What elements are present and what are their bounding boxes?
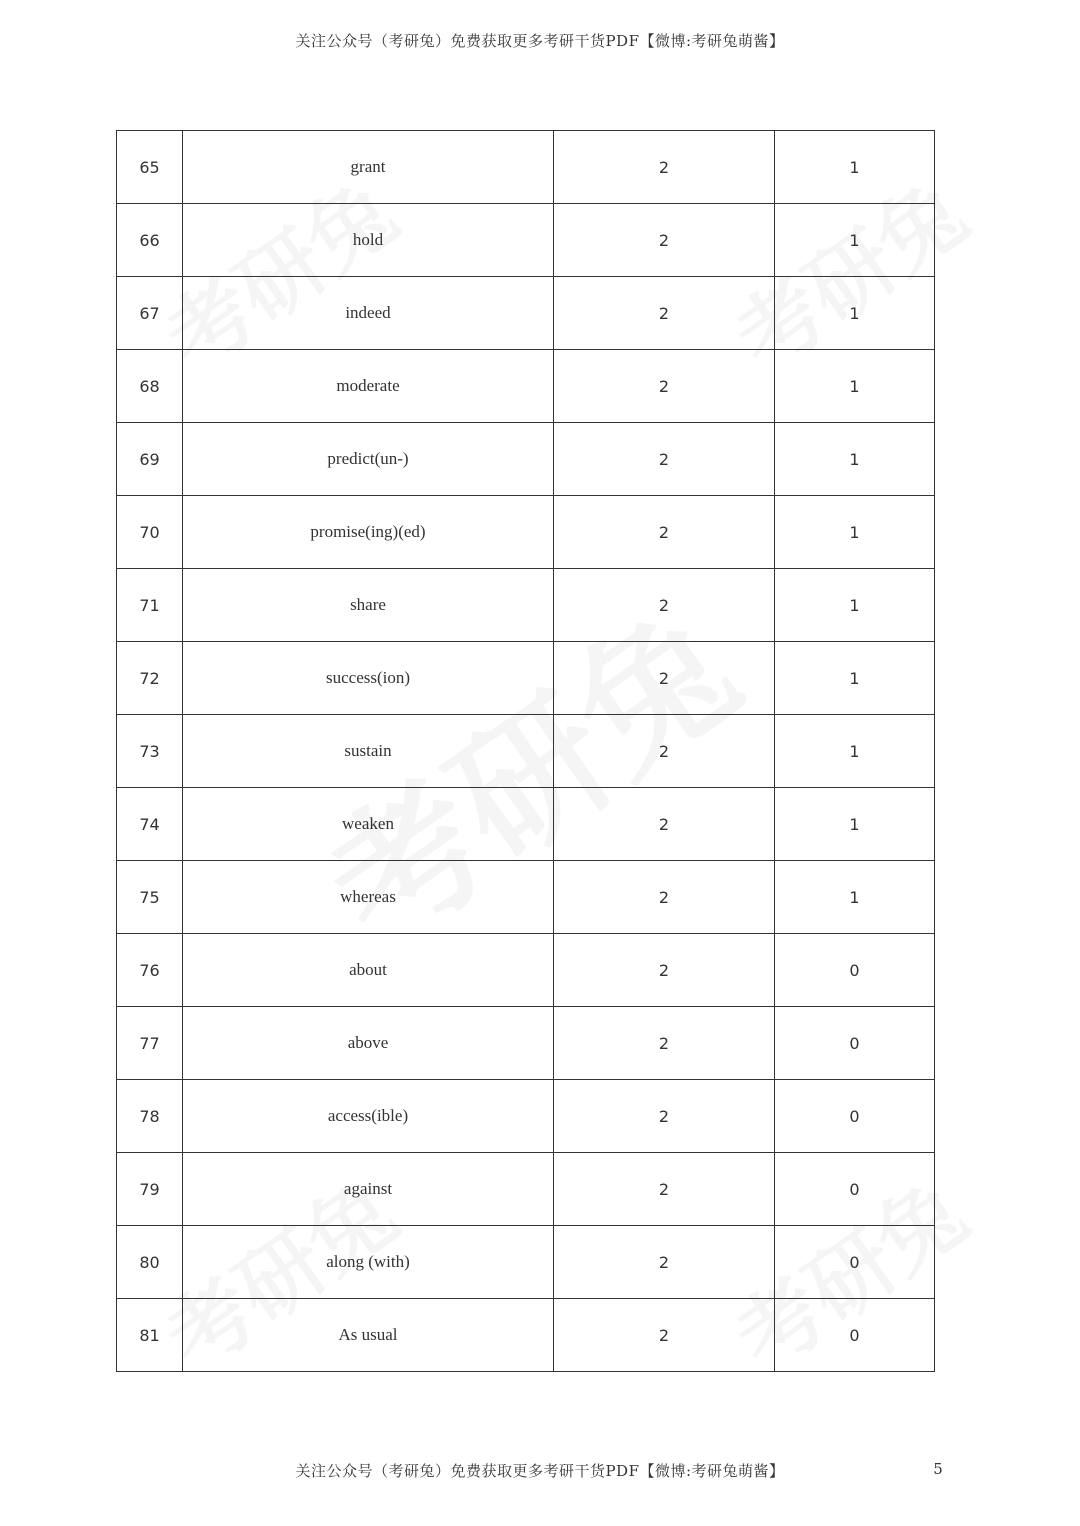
row-number-cell: 76 <box>117 934 183 1007</box>
table-row <box>117 1007 935 1080</box>
table-row <box>117 131 935 204</box>
count-cell: 1 <box>775 861 935 934</box>
frequency-cell: 2 <box>554 642 775 715</box>
word-cell: predict(un-) <box>183 423 554 496</box>
table-row <box>117 788 935 861</box>
word-cell: sustain <box>183 715 554 788</box>
table-row <box>117 496 935 569</box>
word-cell: against <box>183 1153 554 1226</box>
count-cell: 0 <box>775 1080 935 1153</box>
frequency-cell: 2 <box>554 569 775 642</box>
word-cell: weaken <box>183 788 554 861</box>
frequency-cell: 2 <box>554 788 775 861</box>
table-row <box>117 1153 935 1226</box>
table-row <box>117 1080 935 1153</box>
vocabulary-table <box>116 130 935 1372</box>
table-row <box>117 715 935 788</box>
frequency-cell: 2 <box>554 204 775 277</box>
page-footer: 关注公众号（考研兔）免费获取更多考研干货PDF【微博:考研兔萌酱】 <box>295 1462 785 1480</box>
word-cell: promise(ing)(ed) <box>183 496 554 569</box>
row-number-cell: 68 <box>117 350 183 423</box>
table-row <box>117 1226 935 1299</box>
count-cell: 0 <box>775 1153 935 1226</box>
row-number-cell: 69 <box>117 423 183 496</box>
count-cell: 1 <box>775 496 935 569</box>
frequency-cell: 2 <box>554 131 775 204</box>
row-number-cell: 77 <box>117 1007 183 1080</box>
count-cell: 0 <box>775 1007 935 1080</box>
table-row <box>117 861 935 934</box>
count-cell: 0 <box>775 1299 935 1372</box>
word-cell: access(ible) <box>183 1080 554 1153</box>
frequency-cell: 2 <box>554 496 775 569</box>
word-cell: whereas <box>183 861 554 934</box>
word-cell: above <box>183 1007 554 1080</box>
word-cell: about <box>183 934 554 1007</box>
table-row <box>117 350 935 423</box>
row-number-cell: 65 <box>117 131 183 204</box>
word-cell: hold <box>183 204 554 277</box>
frequency-cell: 2 <box>554 715 775 788</box>
table-row <box>117 934 935 1007</box>
count-cell: 1 <box>775 642 935 715</box>
word-cell: As usual <box>183 1299 554 1372</box>
count-cell: 1 <box>775 350 935 423</box>
row-number-cell: 70 <box>117 496 183 569</box>
frequency-cell: 2 <box>554 1299 775 1372</box>
row-number-cell: 79 <box>117 1153 183 1226</box>
count-cell: 0 <box>775 1226 935 1299</box>
table-row <box>117 569 935 642</box>
frequency-cell: 2 <box>554 861 775 934</box>
table-row <box>117 423 935 496</box>
row-number-cell: 67 <box>117 277 183 350</box>
frequency-cell: 2 <box>554 1153 775 1226</box>
count-cell: 1 <box>775 277 935 350</box>
word-cell: moderate <box>183 350 554 423</box>
table-body <box>117 131 935 1372</box>
word-cell: along (with) <box>183 1226 554 1299</box>
row-number-cell: 81 <box>117 1299 183 1372</box>
count-cell: 1 <box>775 715 935 788</box>
frequency-cell: 2 <box>554 1226 775 1299</box>
row-number-cell: 78 <box>117 1080 183 1153</box>
count-cell: 1 <box>775 131 935 204</box>
count-cell: 0 <box>775 934 935 1007</box>
frequency-cell: 2 <box>554 423 775 496</box>
table-row <box>117 204 935 277</box>
row-number-cell: 80 <box>117 1226 183 1299</box>
word-cell: indeed <box>183 277 554 350</box>
count-cell: 1 <box>775 204 935 277</box>
count-cell: 1 <box>775 423 935 496</box>
row-number-cell: 72 <box>117 642 183 715</box>
count-cell: 1 <box>775 569 935 642</box>
word-cell: share <box>183 569 554 642</box>
word-cell: grant <box>183 131 554 204</box>
page-header: 关注公众号（考研兔）免费获取更多考研干货PDF【微博:考研兔萌酱】 <box>295 32 785 50</box>
page-number: 5 <box>933 1460 943 1478</box>
table-row <box>117 277 935 350</box>
table-row <box>117 642 935 715</box>
count-cell: 1 <box>775 788 935 861</box>
frequency-cell: 2 <box>554 350 775 423</box>
frequency-cell: 2 <box>554 1080 775 1153</box>
frequency-cell: 2 <box>554 1007 775 1080</box>
row-number-cell: 71 <box>117 569 183 642</box>
row-number-cell: 73 <box>117 715 183 788</box>
row-number-cell: 74 <box>117 788 183 861</box>
frequency-cell: 2 <box>554 934 775 1007</box>
row-number-cell: 75 <box>117 861 183 934</box>
frequency-cell: 2 <box>554 277 775 350</box>
table-row <box>117 1299 935 1372</box>
row-number-cell: 66 <box>117 204 183 277</box>
word-cell: success(ion) <box>183 642 554 715</box>
